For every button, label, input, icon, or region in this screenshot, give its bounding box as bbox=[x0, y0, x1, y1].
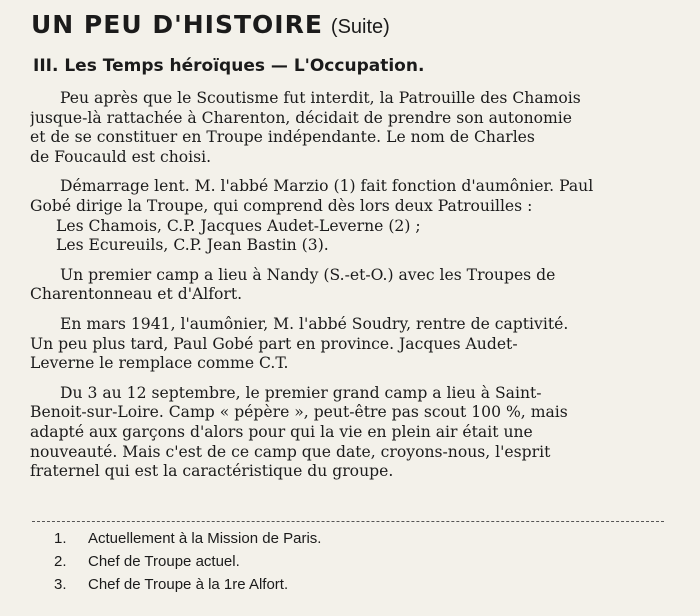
patrol-line: Les Ecureuils, C.P. Jean Bastin (3). bbox=[56, 236, 329, 255]
footnote-item bbox=[54, 550, 321, 573]
footnote-text: Chef de Troupe actuel. bbox=[88, 553, 240, 570]
text-line: Démarrage lent. M. l'abbé Marzio (1) fait fonction d'aumônier. Paul bbox=[60, 177, 594, 196]
footnote-number: 3. bbox=[54, 576, 67, 593]
article-body bbox=[30, 89, 694, 492]
text-line: Un peu plus tard, Paul Gobé part en province. Jacques Audet- bbox=[30, 334, 518, 353]
text-line: Peu après que le Scoutisme fut interdit, la Patrouille des Chamois bbox=[60, 89, 581, 107]
text-line: Un premier camp a lieu à Nandy (S.-et-O.) avec les Troupes de bbox=[60, 265, 556, 284]
footnotes bbox=[54, 527, 321, 596]
footnote-text: Chef de Troupe à la 1re Alfort. bbox=[88, 576, 289, 593]
text-line: Du 3 au 12 septembre, le premier grand camp a lieu à Saint- bbox=[60, 383, 542, 402]
footnote-number: 2. bbox=[54, 553, 67, 570]
paragraph-2 bbox=[30, 177, 694, 255]
paragraph-1 bbox=[30, 89, 694, 167]
text-line: et de se constituer en Troupe indépendante. Le nom de Charles bbox=[30, 128, 535, 147]
text-line: En mars 1941, l'aumônier, M. l'abbé Soudry, rentre de captivité. bbox=[60, 314, 569, 333]
text-line: fraternel qui est la caractéristique du groupe. bbox=[30, 462, 394, 481]
text-line: de Foucauld est choisi. bbox=[30, 147, 212, 166]
footnote-divider bbox=[32, 521, 664, 522]
footnote-item bbox=[54, 573, 321, 596]
section-title bbox=[31, 10, 390, 39]
text-line: Benoit-sur-Loire. Camp « pépère », peut-être pas scout 100 %, mais bbox=[30, 403, 568, 422]
text-line: adapté aux garçons d'alors pour qui la vie en plein air était une bbox=[30, 422, 533, 441]
title-suite: (Suite) bbox=[330, 16, 390, 38]
footnote-text: Actuellement à la Mission de Paris. bbox=[88, 530, 322, 547]
section-subtitle: III. Les Temps héroïques — L'Occupation. bbox=[33, 56, 425, 76]
text-line: Leverne le remplace comme C.T. bbox=[30, 354, 289, 373]
title-text: UN PEU D'HISTOIRE bbox=[31, 10, 323, 39]
footnote-item bbox=[54, 527, 321, 550]
text-line: nouveauté. Mais c'est de ce camp que date, croyons-nous, l'esprit bbox=[30, 442, 551, 461]
paragraph-3 bbox=[30, 266, 694, 305]
text-line: Gobé dirige la Troupe, qui comprend dès lors deux Patrouilles : bbox=[30, 196, 533, 215]
footnote-number: 1. bbox=[54, 530, 67, 547]
paragraph-5 bbox=[30, 384, 694, 482]
patrol-line: Les Chamois, C.P. Jacques Audet-Leverne (2) ; bbox=[56, 216, 421, 235]
text-line: jusque-là rattachée à Charenton, décidait de prendre son autonomie bbox=[30, 108, 573, 127]
text-line: Charentonneau et d'Alfort. bbox=[30, 285, 243, 304]
paragraph-4 bbox=[30, 315, 694, 374]
